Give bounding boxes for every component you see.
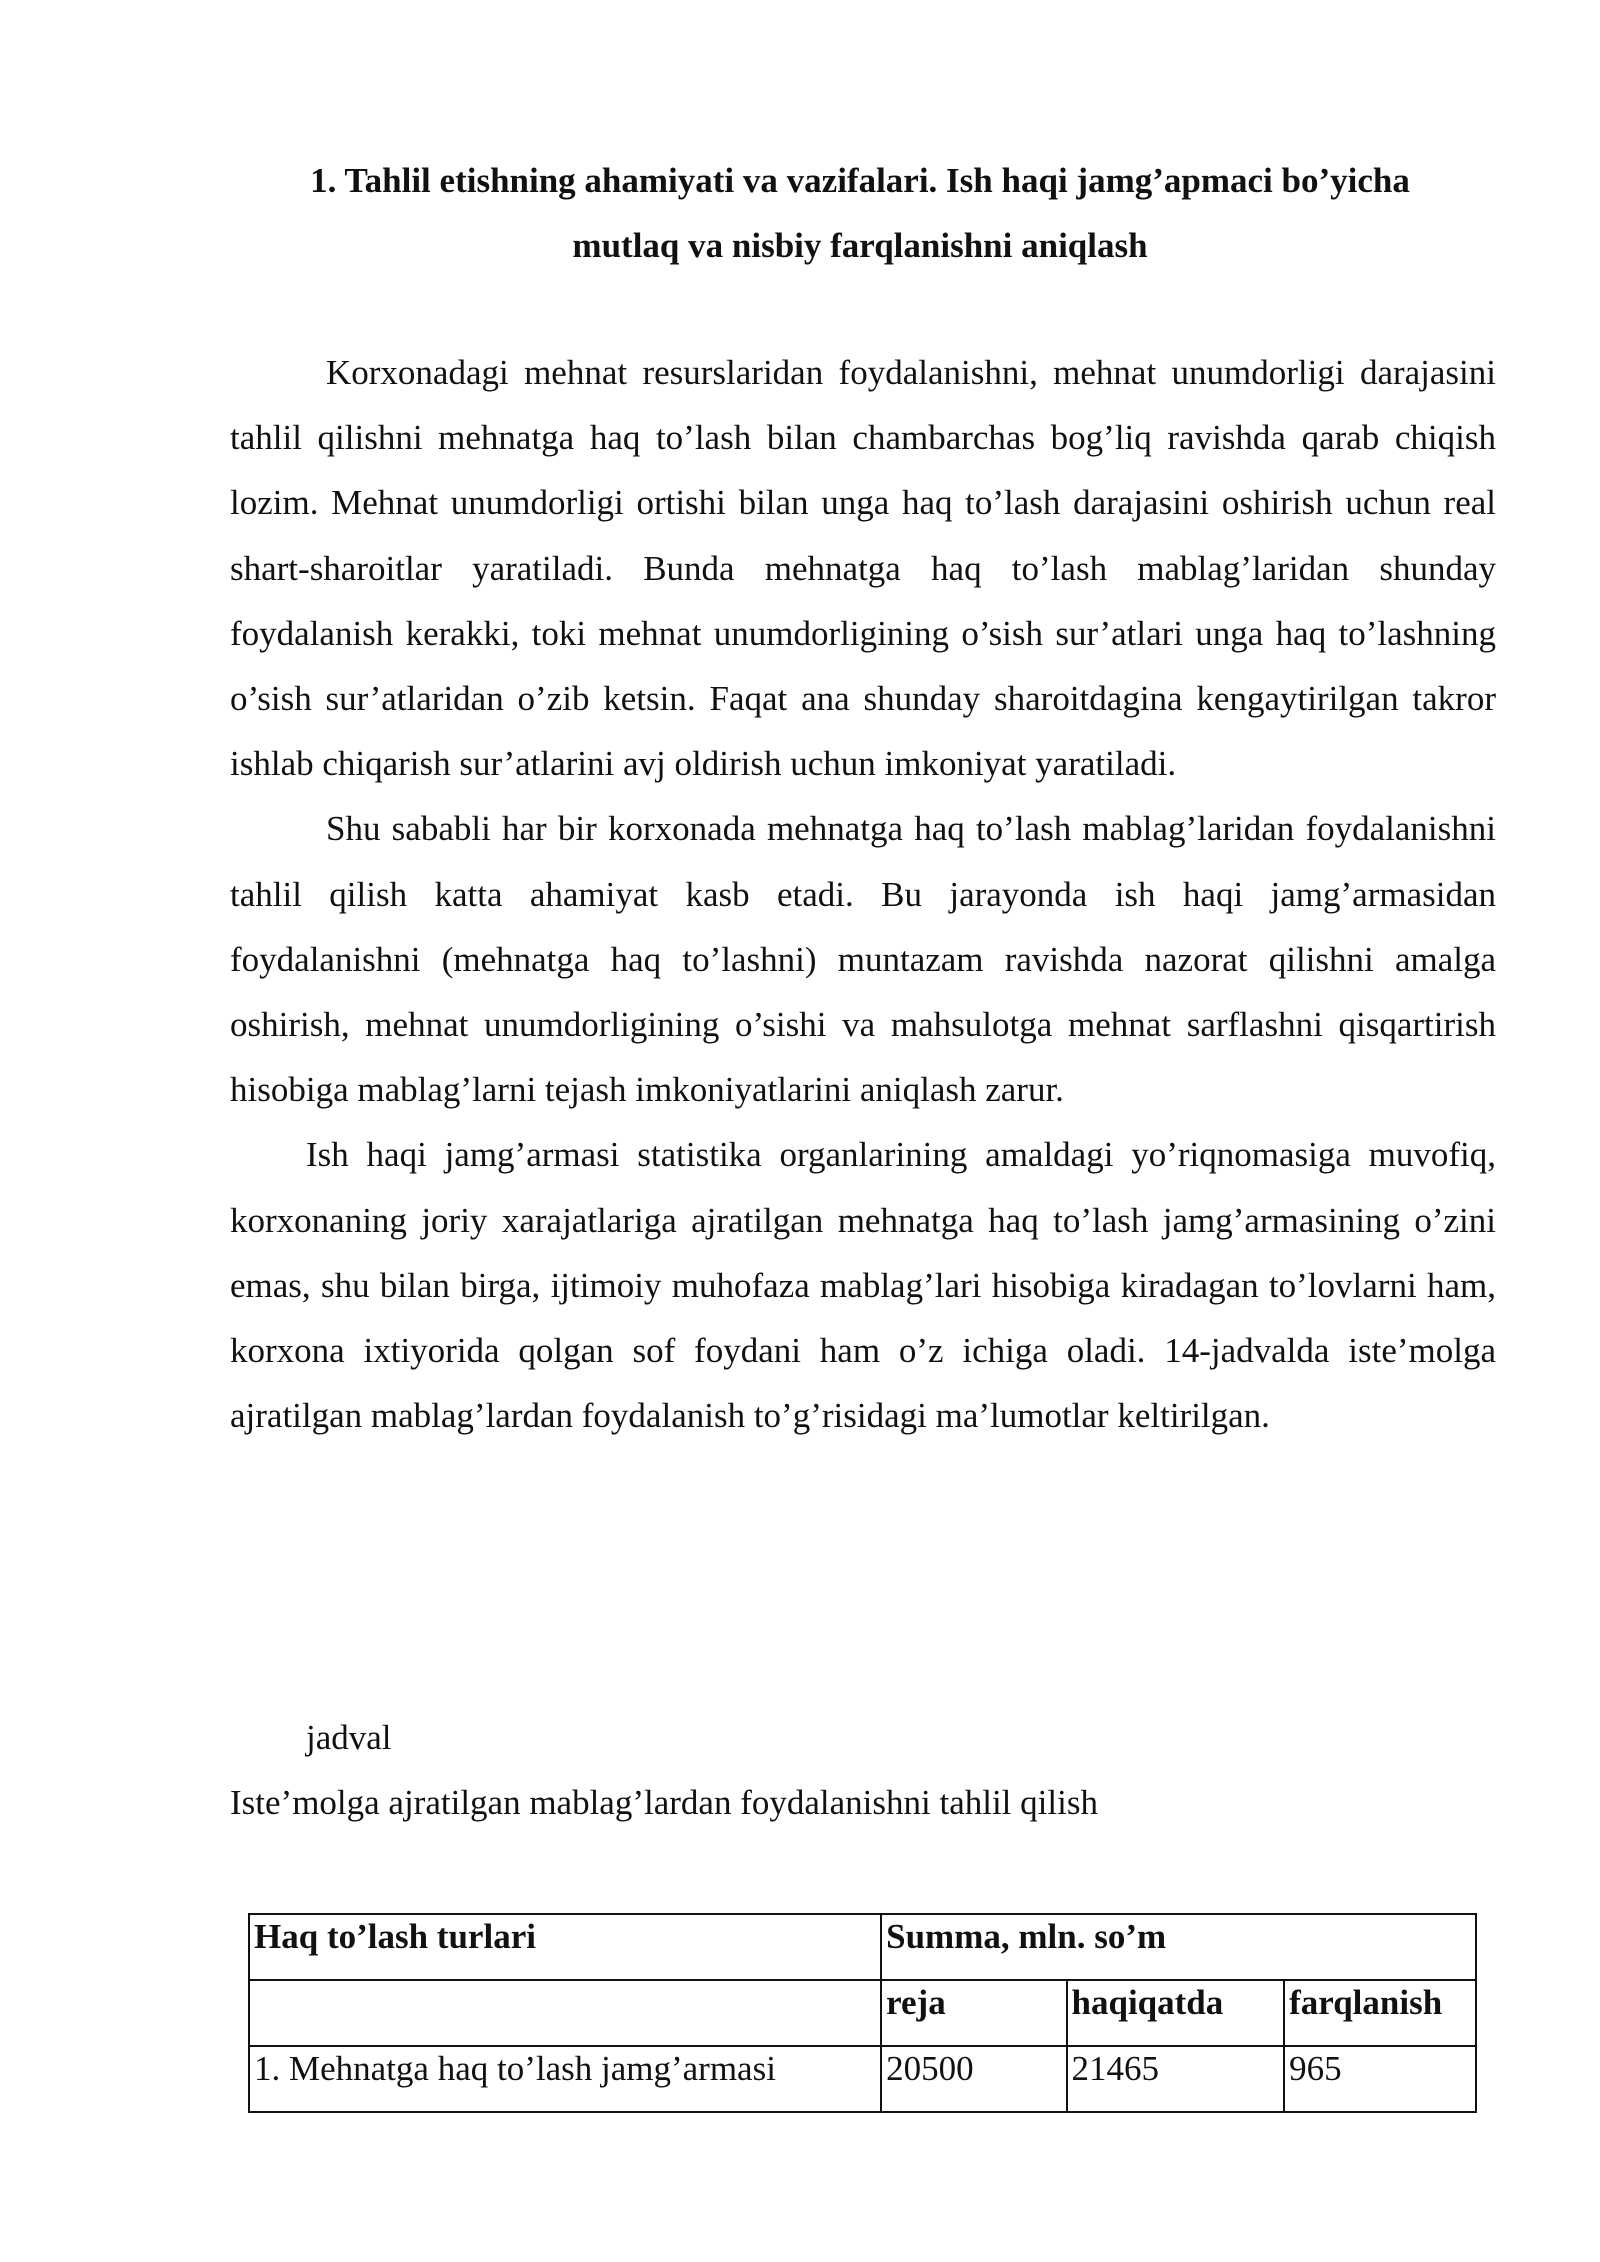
row-actual-cell: 21465 [1067,2046,1285,2112]
paragraph-2: Shu sababli har bir korxonada mehnatga haq to’lash mablag’laridan foydalanishni tahlil qilish katta ahamiyat kasb etadi. Bu jarayonda ish haqi jamg’armasidan foydalanishni (mehnatga haq to’lashni) muntazam ravishda nazorat qilishni amalga oshirish, mehnat unumdorligining o’sishi va mahsulotga mehnat sarflashni qisqartirish hisobiga mablag’larni tejash imkoniyatlarini aniqlash zarur. [230,809,1496,1110]
paragraph-3: Ish haqi jamg’armasi statistika organlarining amaldagi yo’riqnomasiga muvofiq, korxonaning joriy xarajatlariga ajratilgan mehnatga haq to’lash jamg’armasining o’zini emas, shu bilan birga, ijtimoiy muhofaza mablag’lari hisobiga kiradagan to’lovlarni ham, korxona ixtiyorida qolgan sof foydani ham o’z ichiga oladi. 14-jadvalda iste’molga ajratilgan mablag’lardan foydalanish to’g’risidagi ma’lumotlar keltirilgan. [230,1135,1496,1436]
header-cell-sum: Summa, mln. so’m [881,1914,1476,1980]
table-row [249,2046,1476,2112]
heading-line-2: mutlaq va nisbiy farqlanishni aniqlash [572,226,1148,265]
table-header-row [249,1914,1476,1980]
body-text [230,340,1496,1448]
row-plan-cell: 20500 [881,2046,1066,2112]
document-heading [230,148,1490,278]
subheader-cell-difference: farqlanish [1284,1980,1476,2046]
heading-line-1: 1. Tahlil etishning ahamiyati va vazifalari. Ish haqi jamg’apmaci bo’yicha [310,161,1410,200]
paragraph-1: Korxonadagi mehnat resurslaridan foydalanishni, mehnat unumdorligi darajasini tahlil qilishni mehnatga haq to’lash bilan chambarchas bog’liq ravishda qarab chiqish lozim. Mehnat unumdorligi ortishi bilan unga haq to’lash darajasini oshirish uchun real shart-sharoitlar yaratiladi. Bunda mehnatga haq to’lash mablag’laridan shunday foydalanish kerakki, toki mehnat unumdorligining o’sish sur’atlari unga haq to’lashning o’sish sur’atlaridan o’zib ketsin. Faqat ana shunday sharoitdagina kengaytirilgan takror ishlab chiqarish sur’atlarini avj oldirish uchun imkoniyat yaratiladi. [230,353,1496,784]
table-subheader-row [249,1980,1476,2046]
subheader-empty-cell [249,1980,881,2046]
table-title: Iste’molga ajratilgan mablag’lardan foydalanishni tahlil qilish [230,1783,1098,1822]
subheader-cell-actual: haqiqatda [1067,1980,1285,2046]
table-number-label: jadval [306,1718,392,1757]
data-table [248,1913,1477,2113]
header-cell-types: Haq to’lash turlari [249,1914,881,1980]
subheader-cell-plan: reja [881,1980,1066,2046]
row-name-cell: 1. Mehnatga haq to’lash jamg’armasi [249,2046,881,2112]
row-difference-cell: 965 [1284,2046,1476,2112]
